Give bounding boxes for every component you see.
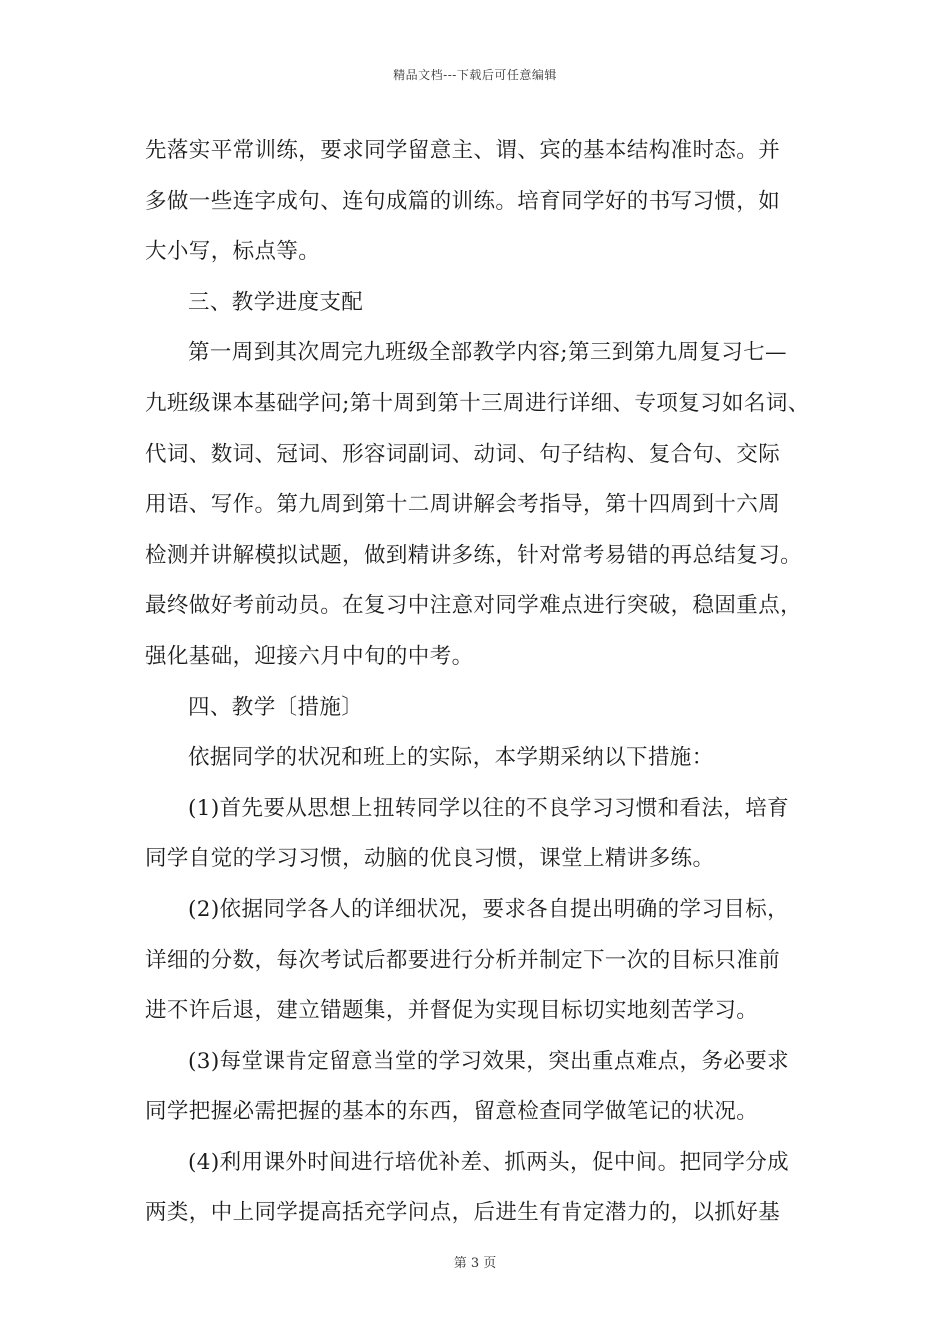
section-heading-3: 三、教学进度支配 — [188, 289, 364, 315]
body-line: 两类，中上同学提高括充学问点，后进生有肯定潜力的，以抓好基 — [145, 1200, 781, 1226]
body-line: 最终做好考前动员。在复习中注意对同学难点进行突破，稳固重点， — [145, 593, 803, 619]
body-line: 详细的分数，每次考试后都要进行分析并制定下一次的目标只准前 — [145, 947, 781, 973]
body-line: 多做一些连字成句、连句成篇的训练。培育同学好的书写习惯，如 — [145, 188, 781, 214]
body-line: 同学自觉的学习习惯，动脑的优良习惯，课堂上精讲多练。 — [145, 846, 715, 872]
body-line: 强化基础，迎接六月中旬的中考。 — [145, 643, 474, 669]
body-line: 第一周到其次周完九班级全部教学内容;第三到第九周复习七— — [188, 340, 787, 366]
body-line: (4)利用课外时间进行培优补差、抓两头，促中间。把同学分成 — [188, 1149, 790, 1175]
document-body — [145, 131, 810, 1244]
body-line: 九班级课本基础学问;第十周到第十三周进行详细、专项复习如名词、 — [145, 390, 810, 416]
body-line: 先落实平常训练，要求同学留意主、谓、宾的基本结构准时态。并 — [145, 138, 781, 163]
body-line: 同学把握必需把握的基本的东西，留意检查同学做笔记的状况。 — [145, 1099, 759, 1125]
body-line: 大小写，标点等。 — [145, 239, 321, 265]
body-line: (2)依据同学各人的详细状况，要求各自提出明确的学习目标， — [188, 896, 790, 922]
page-header: 精品文档---下载后可任意编辑 — [393, 68, 557, 82]
body-line: 代词、数词、冠词、形容词副词、动词、句子结构、复合句、交际 — [145, 441, 781, 467]
body-line: 依据同学的状况和班上的实际，本学期采纳以下措施： — [188, 745, 714, 771]
body-line: (3)每堂课肯定留意当堂的学习效果，突出重点难点，务必要求 — [188, 1048, 790, 1074]
page-number: 第 3 页 — [453, 1256, 497, 1271]
body-line: 检测并讲解模拟试题，做到精讲多练，针对常考易错的再总结复习。 — [145, 542, 803, 568]
section-heading-4: 四、教学〔措施〕 — [188, 694, 364, 720]
body-line: 用语、写作。第九周到第十二周讲解会考指导，第十四周到十六周 — [145, 492, 781, 518]
body-line: (1)首先要从思想上扭转同学以往的不良学习习惯和看法，培育 — [188, 795, 790, 821]
body-line: 进不许后退，建立错题集，并督促为实现目标切实地刻苦学习。 — [145, 998, 759, 1024]
